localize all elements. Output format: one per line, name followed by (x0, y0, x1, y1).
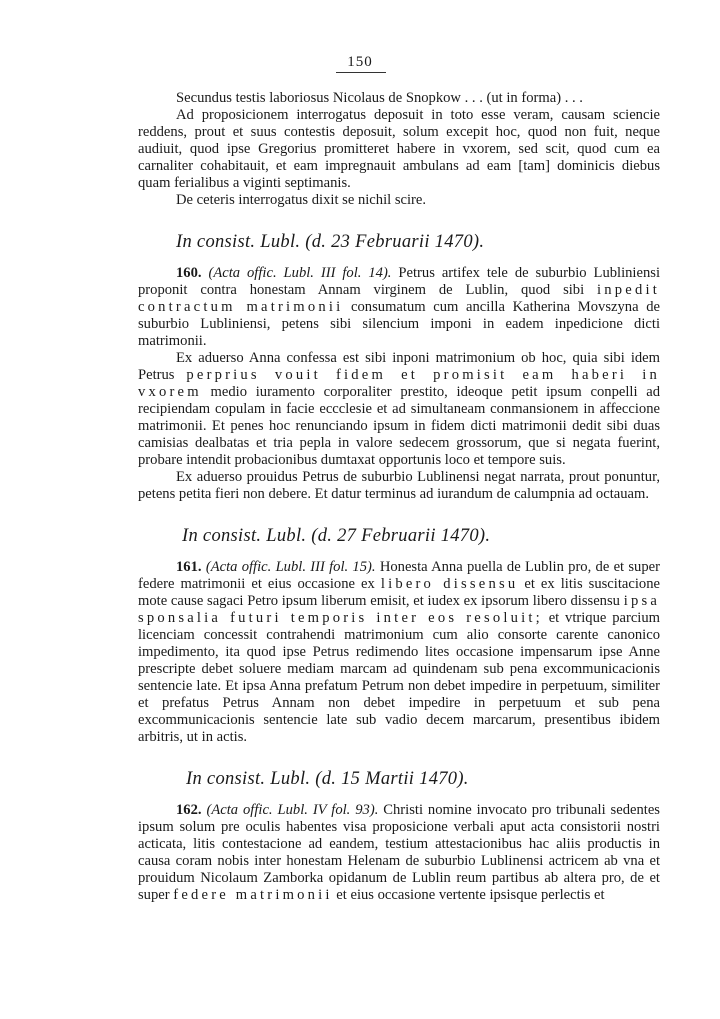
page-number: 150 (347, 54, 373, 70)
text-run: et eius occasione vertente ipsisque perlectis et (336, 887, 605, 903)
text-run: medio iuramento corporaliter prestito, ideoque petit ipsum conpelli ad recipiendam copulam in facie eccclesie et ad simultaneam conmansionem in affeccione matrimonii. Et penes hoc renunciando ipsum in fidem dicti matrimonii dedit sibi duas camisias dealbatas et tria pepla in valore sedecem grossorum, que si negata fuerint, probare intendit probacionibus dumtaxat opportunis loco et tempore suis. (138, 384, 661, 468)
source-reference: (Acta offic. Lubl. III fol. 14). (208, 265, 392, 281)
source-reference: (Acta offic. Lubl. IV fol. 93). (206, 802, 379, 818)
header-rule (336, 72, 386, 73)
intro-paragraph-3: De ceteris interrogatus dixit se nichil scire. (176, 192, 427, 208)
page-body (138, 90, 660, 904)
entry-number: 162. (176, 802, 202, 818)
entry-162-paragraph-1 (138, 802, 660, 904)
text-run: et vtrique parcium licenciam concessit contrahendi matrimonium cum alio consorte carente canonico impedimento, ita quod ipse Petrus redimendo lites occasione impensarum ipse Anne prescripte debet soluere mediam marcam ad quindenam sub pena excommunicacionis sentencie late. Et ipsa Anna prefatum Petrum non debet impedire in perpetuum, similiter et prefatus Petrus Annam non debet impedire in perpetuum et sub pena excommunicacionis sentencie late sub vadio decem marcarum, presentibus ibidem arbitris, ut in actis. (138, 610, 661, 745)
entry-161-paragraph-1 (138, 559, 660, 746)
entry-160-paragraph-1 (138, 265, 660, 350)
text-run: Petrus artifex tele de suburbio Lubliniensi proponit contra honestam Annam virginem de Lublin, quod sibi (138, 265, 661, 298)
entry-160-paragraph-2 (138, 350, 660, 469)
text-run: consumatum cum ancilla Katherina Movszyna de suburbio Lubliniensi, petens sibi silencium imponi in eadem inpedicione dicti matrimonii. (138, 299, 660, 349)
text-run: et ex litis suscitacione mote cause sagaci Petro ipsum liberum emisit, et iudex ex ipsorum libero dissensu (138, 576, 660, 609)
spaced-text: inpedit contractum matrimonii (138, 282, 660, 315)
intro-paragraph-1: Secundus testis laboriosus Nicolaus de Snopkow . . . (ut in forma) . . . (176, 90, 583, 106)
entry-number: 161. (176, 559, 202, 575)
spaced-text: libero dissensu (380, 576, 519, 592)
heading-162: In consist. Lubl. (d. 15 Martii 1470). (186, 769, 469, 789)
spaced-text: federe matrimonii (173, 887, 333, 903)
text-run: Ex aduerso Anna confessa est sibi inponi matrimonium ob hoc, quia sibi idem Petrus (138, 350, 660, 383)
spaced-text: ipsa sponsalia futuri temporis inter eos resoluit; (138, 593, 660, 626)
source-reference: (Acta offic. Lubl. III fol. 15). (205, 559, 376, 575)
text-run: Honesta Anna puella de Lublin pro, de et super federe matrimonii et eius occasione ex (138, 559, 660, 592)
entry-160-paragraph-3: Ex aduerso prouidus Petrus de suburbio Lublinensi negat narrata, prout ponuntur, petens petita fieri non debere. Et datur terminus ad iurandum de calumpnia ad octauam. (138, 469, 660, 502)
entry-number: 160. (176, 265, 202, 281)
text-run: Christi nomine invocato pro tribunali sedentes ipsum solum pre oculis habentes visa proposicione verbali aput acta consistorii nostri acticata, litis contestacione ad eandem, testium attestacionibus hac aliis productis in causa coram nobis inter honestam Helenam de suburbio Lublinensi actricem ab vna et prouidum Nicolaum Zamborka opidanum de Lublin reum partibus ab altera pro, de et super (138, 802, 660, 903)
spaced-text: perprius vouit fidem et promisit eam haberi in vxorem (138, 367, 661, 400)
intro-paragraph-2: Ad proposicionem interrogatus deposuit in toto esse veram, causam sciencie reddens, prout et suus contestis deposuit, solum excepit hoc, quod non fuit, neque audiuit, quod ipse Gregorius promitteret habere in vxorem, sed scit, quod cum ea carnaliter cohabitauit, et eam impregnauit ambulans ad eam [tam] dominicis diebus quam ferialibus a viginti septimanis. (138, 107, 660, 191)
heading-160: In consist. Lubl. (d. 23 Februarii 1470). (176, 232, 485, 252)
heading-161: In consist. Lubl. (d. 27 Februarii 1470). (182, 526, 491, 546)
